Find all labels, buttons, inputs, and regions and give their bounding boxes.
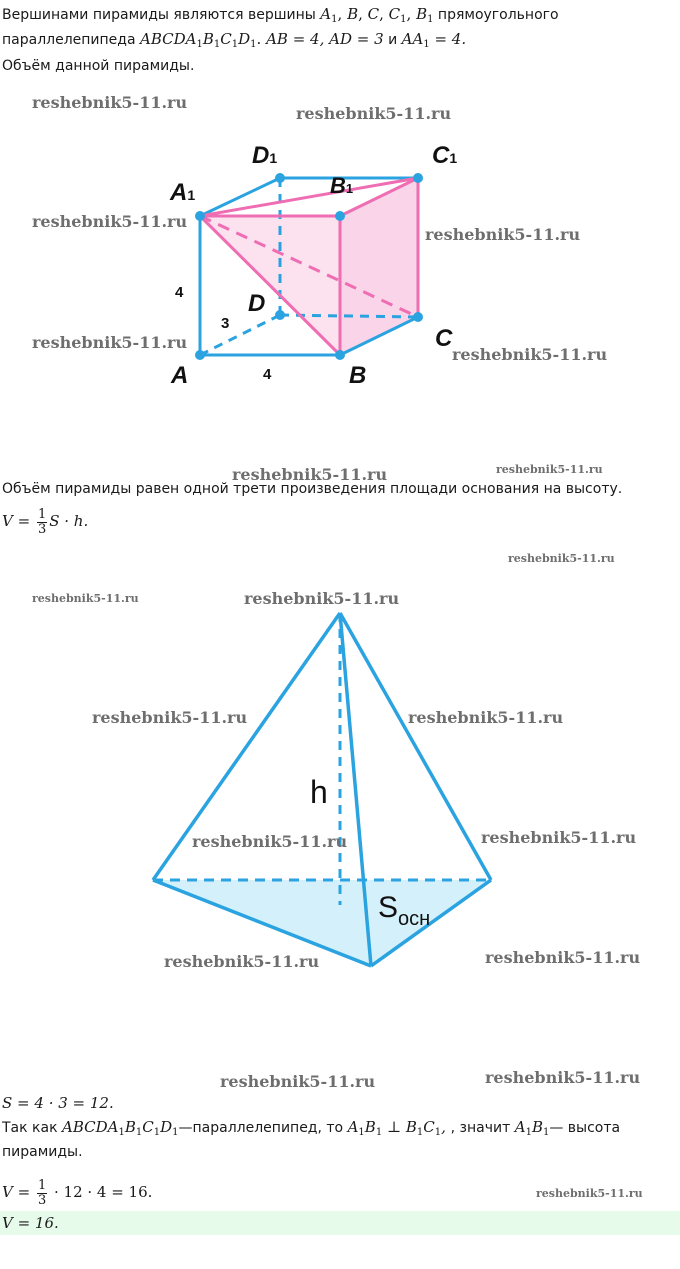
- watermark: reshebnik5-11.ru: [92, 708, 248, 727]
- watermark: reshebnik5-11.ru: [408, 708, 564, 727]
- vertex-a1: [195, 211, 205, 221]
- edge-hidden-ad: [200, 315, 280, 355]
- problem-line-2: [2, 28, 466, 56]
- watermark: reshebnik5-11.ru: [508, 552, 615, 565]
- height-edge: $A_1B_1$: [514, 1118, 550, 1138]
- label-s-base: $S_{осн}$: [378, 891, 431, 930]
- edge-apex-right: [340, 613, 491, 880]
- vertex-a: [195, 350, 205, 360]
- box-name: $ABCDA_1B_1C_1D_1$. AB = 4, AD = 3: [140, 30, 384, 50]
- vertex-d: [275, 310, 285, 320]
- dim-width: 4: [263, 366, 272, 383]
- reason-line-2: пирамиды.: [2, 1144, 83, 1160]
- watermark: reshebnik5-11.ru: [220, 1072, 376, 1091]
- pyramid-figure: [145, 605, 500, 975]
- vertex-list: $A_1$, B, C, $C_1$, $B_1$: [320, 5, 434, 25]
- watermark: reshebnik5-11.ru: [232, 465, 388, 484]
- watermark: reshebnik5-11.ru: [192, 832, 348, 851]
- watermark: reshebnik5-11.ru: [536, 1187, 643, 1200]
- label-d1: D1: [252, 142, 278, 169]
- label-a: A: [171, 362, 189, 389]
- watermark: reshebnik5-11.ru: [32, 333, 188, 352]
- watermark: reshebnik5-11.ru: [452, 345, 608, 364]
- label-h: h: [310, 774, 328, 810]
- problem-text: Вершинами пирамиды являются вершины: [2, 7, 321, 23]
- watermark: reshebnik5-11.ru: [164, 952, 320, 971]
- perp-statement: $A_1B_1$ ⊥ $B_1C_1$,: [347, 1118, 451, 1138]
- label-b: B: [349, 362, 367, 389]
- formula-text: Объём пирамиды равен одной трети произведения площади основания на высоту.: [2, 481, 623, 497]
- watermark: reshebnik5-11.ru: [485, 1068, 641, 1087]
- label-c1: C1: [432, 142, 458, 169]
- watermark: reshebnik5-11.ru: [296, 104, 452, 123]
- problem-text: и: [383, 32, 402, 48]
- area-calc: S = 4 · 3 = 12.: [2, 1094, 114, 1112]
- volume-calc: V = $\frac{1}{3}$ · 12 · 4 = 16.: [2, 1177, 153, 1208]
- label-c: C: [435, 325, 453, 352]
- vertex-b1: [335, 211, 345, 221]
- watermark: reshebnik5-11.ru: [32, 212, 188, 231]
- watermark: reshebnik5-11.ru: [425, 225, 581, 244]
- watermark: reshebnik5-11.ru: [496, 463, 603, 476]
- dim-depth: 3: [221, 315, 230, 332]
- reason-line-1: Так как $ABCDA_1B_1C_1D_1—параллелепипед$, то $A_1B_1$ ⊥ $B_1C_1$, , значит $A_1B_1—$ высота: [2, 1118, 621, 1138]
- watermark: reshebnik5-11.ru: [244, 589, 400, 608]
- problem-line-3: Объём данной пирамиды.: [2, 58, 195, 74]
- vertex-d1: [275, 173, 285, 183]
- label-a1: A1: [170, 179, 196, 206]
- vertex-c: [413, 312, 423, 322]
- answer-highlight: [0, 1211, 680, 1235]
- volume-formula: V = $\frac{1}{3}$ S · h.: [2, 506, 89, 537]
- problem-text: прямоугольного: [433, 7, 559, 23]
- vertex-b: [335, 350, 345, 360]
- final-answer: V = 16.: [2, 1214, 59, 1232]
- watermark: reshebnik5-11.ru: [32, 592, 139, 605]
- fraction-one-third: $\frac{1}{3}$: [37, 506, 47, 537]
- watermark: reshebnik5-11.ru: [32, 93, 188, 112]
- dim-height: 4: [175, 284, 184, 301]
- problem-line-1: [2, 3, 559, 31]
- pyramid-face-b1-c1-c-b: [340, 178, 418, 355]
- box-name-2: $ABCDA_1B_1C_1D_1$: [61, 1118, 179, 1138]
- edge-aa1: $AA_1 = 4$.: [401, 30, 467, 50]
- label-d: D: [248, 290, 266, 317]
- parallelepiped-figure: [150, 135, 470, 400]
- vertex-c1: [413, 173, 423, 183]
- watermark: reshebnik5-11.ru: [485, 948, 641, 967]
- watermark: reshebnik5-11.ru: [481, 828, 637, 847]
- label-b1: B1: [330, 173, 354, 198]
- problem-text: параллелепипеда: [2, 32, 140, 48]
- fraction-one-third-2: $\frac{1}{3}$: [37, 1177, 47, 1208]
